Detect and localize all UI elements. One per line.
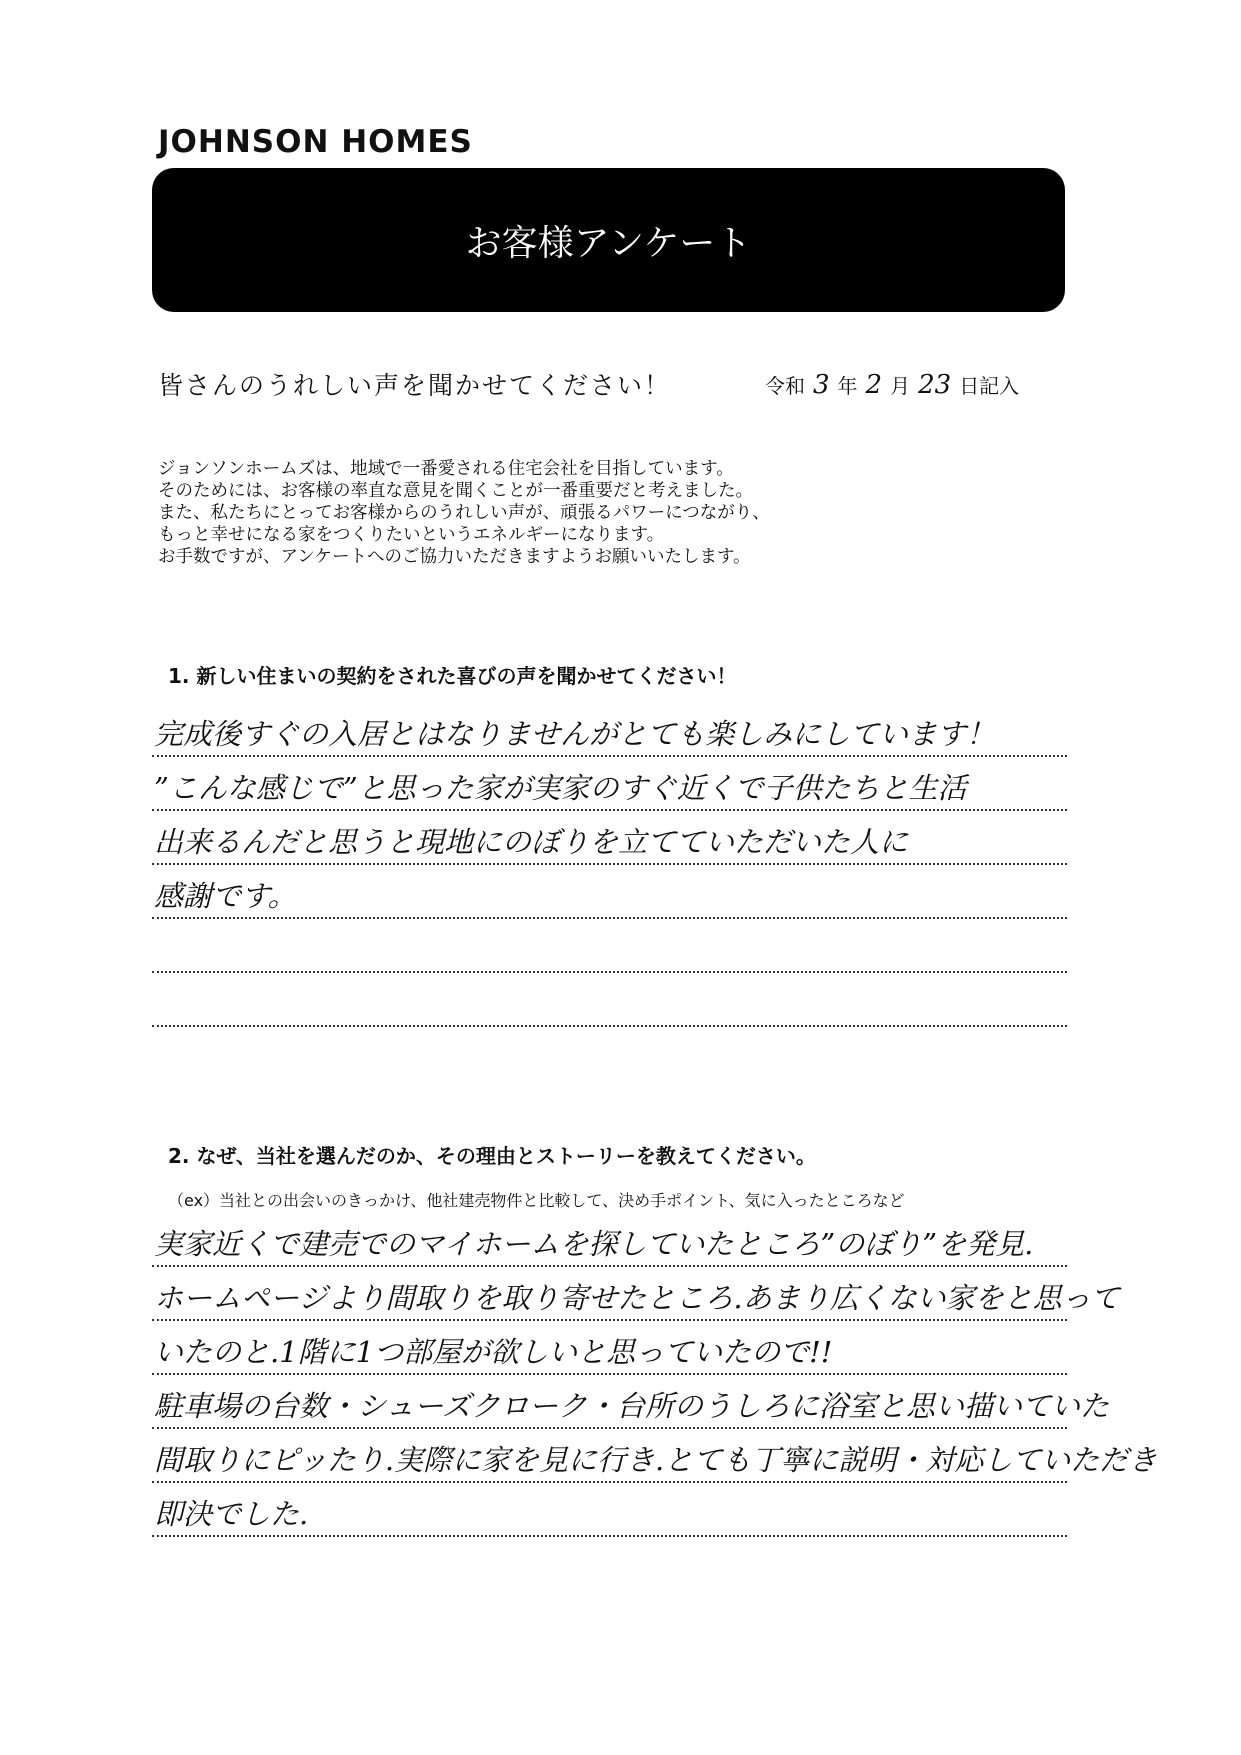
year-value: 3	[813, 370, 830, 400]
handwritten-text: 完成後すぐの入居とはなりませんがとても楽しみにしています！	[154, 717, 996, 751]
lead-text: 皆さんのうれしい声を聞かせてください！	[158, 371, 672, 400]
question-2: 2. なぜ、当社を選んだのか、その理由とストーリーを教えてください。	[168, 1144, 816, 1168]
answer-1	[152, 703, 1067, 1027]
answer-line[interactable]	[152, 1267, 1120, 1321]
title-banner	[152, 168, 1065, 312]
answer-2	[152, 1213, 1158, 1537]
handwritten-text: 感謝です。	[154, 879, 297, 913]
intro-line: もっと幸せになる家をつくりたいというエネルギーになります。	[158, 525, 665, 545]
handwritten-text: 出来るんだと思うと現地にのぼりを立てていただいた人に	[154, 825, 909, 859]
month-label: 月	[890, 374, 911, 398]
answer-line[interactable]	[152, 1375, 1109, 1429]
answer-line[interactable]	[152, 919, 1067, 973]
answer-line[interactable]	[152, 1321, 1067, 1375]
intro-line: そのためには、お客様の率直な意見を聞くことが一番重要だと考えました。	[158, 481, 753, 501]
date-field	[765, 370, 1019, 400]
brand-logo: JOHNSON HOMES	[158, 124, 473, 160]
page-title: お客様アンケート	[465, 222, 752, 264]
answer-line[interactable]	[152, 973, 1067, 1027]
answer-line[interactable]	[152, 811, 1067, 865]
day-value: 23	[918, 370, 952, 400]
handwritten-text: 駐車場の台数・シューズクローク・台所のうしろに浴室と思い描いていた	[154, 1389, 1109, 1423]
answer-line[interactable]	[152, 757, 1067, 811]
handwritten-text: ホームページより間取りを取り寄せたところ.あまり広くない家をと思って	[154, 1281, 1120, 1315]
question-1: 1. 新しい住まいの契約をされた喜びの声を聞かせてください！	[168, 664, 737, 688]
handwritten-text: 即決でした.	[154, 1497, 309, 1531]
handwritten-text: 実家近くで建売でのマイホームを探していたところ”のぼり”を発見.	[154, 1227, 1034, 1261]
month-value: 2	[865, 370, 883, 400]
intro-paragraph	[158, 458, 770, 568]
answer-line[interactable]	[152, 1213, 1067, 1267]
handwritten-text: 間取りにピッたり.実際に家を見に行き.とても丁寧に説明・対応していただき	[154, 1443, 1158, 1477]
handwritten-text: ”こんな感じで”と思った家が実家のすぐ近くで子供たちと生活	[154, 771, 967, 805]
era: 令和	[765, 374, 805, 398]
answer-line[interactable]	[152, 1429, 1158, 1483]
intro-line: ジョンソンホームズは、地域で一番愛される住宅会社を目指しています。	[158, 459, 734, 479]
handwritten-text: いたのと.1階に1つ部屋が欲しいと思っていたので!!	[154, 1335, 833, 1369]
answer-line[interactable]	[152, 703, 1067, 757]
answer-line[interactable]	[152, 1483, 1067, 1537]
year-label: 年	[837, 374, 858, 398]
intro-line: お手数ですが、アンケートへのご協力いただきますようお願いいたします。	[158, 547, 751, 567]
answer-line[interactable]	[152, 865, 1067, 919]
day-label: 日記入	[959, 374, 1020, 398]
question-2-example: （ex）当社との出会いのきっかけ、他社建売物件と比較して、決め手ポイント、気に入ったところなど	[168, 1191, 905, 1210]
intro-line: また、私たちにとってお客様からのうれしい声が、頑張るパワーにつながり、	[158, 503, 770, 523]
